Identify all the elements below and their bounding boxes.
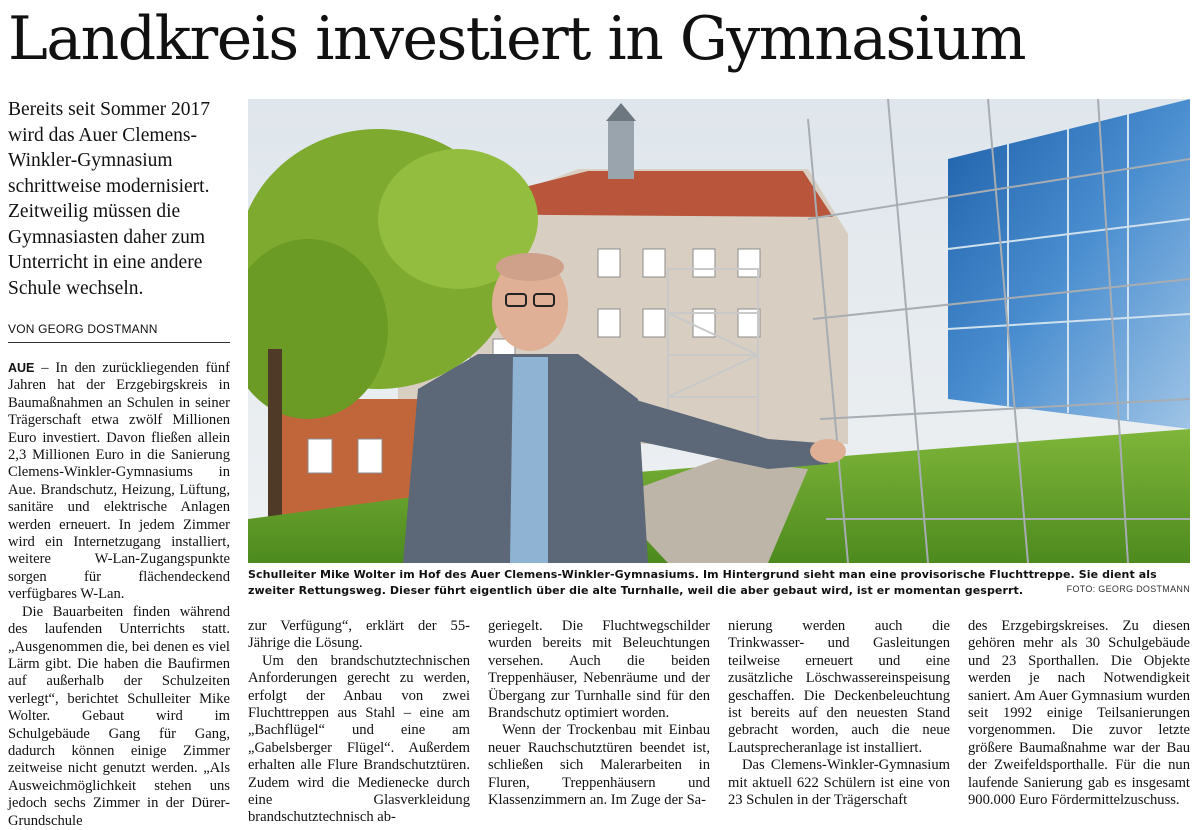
- text-column-3: [488, 618, 710, 809]
- paragraph: geriegelt. Die Fluchtwegschilder wurden bereits mit Beleuchtungen versehen. Auch die beiden Treppenhäuser, Nebenräume und der Übergang zur Turnhalle sind für den Brandschutz optimiert worden.: [488, 618, 710, 722]
- paragraph-text: – In den zurückliegenden fünf Jahren hat der Erzgebirgskreis in Baumaßnahmen an Schulen in seiner Trägerschaft etwa zwölf Millionen Euro investiert. Davon fließen allein 2,3 Millionen Euro in die Sanierung Clemens-Winkler-Gymnasiums in Aue. Brandschutz, Heizung, Lüftung, sanitäre und elektrische Anlagen werden erneuert. In jedem Zimmer wird ein Internetzugang installiert, weitere W-Lan-Zugangspunkte sorgen für flächendeckend verfügbares W-Lan.: [8, 360, 230, 603]
- headline: Landkreis investiert in Gymnasium: [8, 4, 1026, 74]
- paragraph: des Erzgebirgskreises. Zu diesen gehören mehr als 30 Schulgebäude und 23 Sporthallen. Die Objekte werden je nach Notwendigkeit saniert. Am Auer Gymnasium wurden seit 1992 einige Teilsanierungen vorgenommen. Die zuvor letzte größere Baumaßnahme war der Bau der Zweifeldsporthalle. Für die nun laufende Sanierung gab es insgesamt 900.000 Euro Fördermittelzuschuss.: [968, 618, 1190, 809]
- paragraph: Um den brandschutztechnischen Anforderungen gerecht zu werden, erfolgt der Anbau von zwei Fluchttreppen aus Stahl – eine am „Bachflügel“ und eine am „Gabelsberger Flügel“. Außerdem erhalten alle Flure Brandschutztüren. Zudem wird die Medienecke durch eine Glasverkleidung brandschutztechnisch ab-: [248, 652, 470, 826]
- paragraph: nierung werden auch die Trinkwasser- und Gasleitungen teilweise erneuert und eine zusätzliche Löschwassereinspeisung geschaffen. Die Deckenbeleuchtung ist bereits auf den neuesten Stand gebracht worden, auch die neue Lautsprecheranlage ist installiert.: [728, 618, 950, 756]
- photo-caption: Schulleiter Mike Wolter im Hof des Auer Clemens-Winkler-Gymnasiums. Im Hintergrund sieht man eine provisorische Fluchttreppe. Sie dient als zweiter Rettungsweg. Dieser führt eigentlich über die alte Turnhalle, weil die aber gebaut wird, ist er momentan gesperrt.: [248, 568, 1157, 597]
- text-column-2: [248, 618, 470, 827]
- teaser: Bereits seit Sommer 2017 wird das Auer Clemens-Winkler-Gymnasium schrittweise modernisiert. Zeitweilig müssen die Gymnasiasten daher zum Unterricht in eine andere Schule wechseln.: [8, 99, 211, 299]
- paragraph: Das Clemens-Winkler-Gymnasium mit aktuell 622 Schülern ist eine von 23 Schulen in der Trägerschaft: [728, 757, 950, 809]
- text-column-1: [8, 360, 230, 830]
- paragraph: [8, 360, 230, 604]
- paragraph: zur Verfügung“, erklärt der 55-Jährige die Lösung.: [248, 618, 470, 652]
- byline: VON GEORG DOSTMANN: [8, 322, 230, 343]
- text-column-4: [728, 618, 950, 809]
- text-column-5: [968, 618, 1190, 809]
- paragraph: Wenn der Trockenbau mit Einbau neuer Rauchschutztüren beendet ist, schließen sich Malerarbeiten in Fluren, Treppenhäusern und Klassenzimmern an. Im Zuge der Sa-: [488, 722, 710, 809]
- paragraph: Die Bauarbeiten finden während des laufenden Unterrichts statt. „Ausgenommen die, bei denen es viel Lärm gibt. Die haben die Baufirmen auf außerhalb der Schulzeiten verlegt“, berichtet Schulleiter Mike Wolter. Gebaut wird im Schulgebäude Gang für Gang, dadurch können einige Zimmer zeitweise nicht genutzt werden. „Als Ausweichmöglichkeit stehen uns jedoch sechs Zimmer in der Dürer-Grundschule: [8, 603, 230, 829]
- dateline: AUE: [8, 361, 35, 375]
- article-photo: [248, 99, 1190, 563]
- photo-credit: FOTO: GEORG DOSTMANN: [1066, 584, 1190, 594]
